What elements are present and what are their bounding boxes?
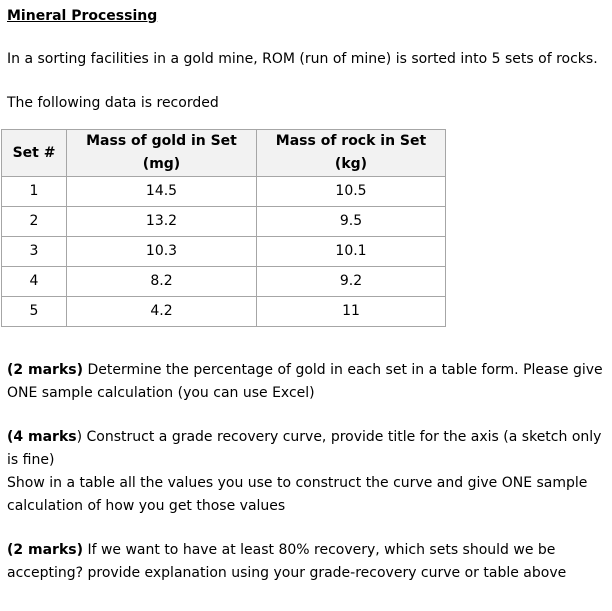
question-2-marks-close: ) xyxy=(76,429,83,445)
cell-gold-mass: 4.2 xyxy=(67,297,257,327)
question-1-text: Determine the percentage of gold in each set in a table form. Please give ONE sample calculation (you can use Excel) xyxy=(7,362,603,401)
header-gold-mass: Mass of gold in Set (mg) xyxy=(67,130,257,177)
header-set: Set # xyxy=(2,130,67,177)
cell-gold-mass: 14.5 xyxy=(67,177,257,207)
question-3-marks: (2 marks) xyxy=(7,542,83,558)
table-row xyxy=(2,267,446,297)
cell-set: 2 xyxy=(2,207,67,237)
cell-set: 4 xyxy=(2,267,67,297)
question-2-marks: (4 marks xyxy=(7,429,77,445)
cell-gold-mass: 10.3 xyxy=(67,237,257,267)
cell-rock-mass: 9.5 xyxy=(257,207,446,237)
intro-paragraph: In a sorting facilities in a gold mine, ROM (run of mine) is sorted into 5 sets of rocks. xyxy=(7,51,598,67)
question-1 xyxy=(7,359,605,405)
cell-gold-mass: 13.2 xyxy=(67,207,257,237)
cell-gold-mass: 8.2 xyxy=(67,267,257,297)
document-title: Mineral Processing xyxy=(7,8,158,24)
question-2-text: Construct a grade recovery curve, provide title for the axis (a sketch only is fine) xyxy=(7,429,602,468)
cell-rock-mass: 9.2 xyxy=(257,267,446,297)
question-1-marks: (2 marks) xyxy=(7,362,83,378)
cell-rock-mass: 10.1 xyxy=(257,237,446,267)
document-page xyxy=(7,5,605,585)
table-row xyxy=(2,297,446,327)
table-row xyxy=(2,207,446,237)
cell-set: 3 xyxy=(2,237,67,267)
cell-set: 1 xyxy=(2,177,67,207)
question-2 xyxy=(7,426,605,472)
data-table xyxy=(1,129,446,327)
cell-rock-mass: 11 xyxy=(257,297,446,327)
question-3-text: If we want to have at least 80% recovery, which sets should we be accepting? provide explanation using your grade-recovery curve or table above xyxy=(7,542,567,581)
header-rock-mass: Mass of rock in Set (kg) xyxy=(257,130,446,177)
cell-set: 5 xyxy=(2,297,67,327)
cell-rock-mass: 10.5 xyxy=(257,177,446,207)
table-row xyxy=(2,177,446,207)
table-header-row xyxy=(2,130,446,177)
table-row xyxy=(2,237,446,267)
recorded-paragraph: The following data is recorded xyxy=(7,95,219,111)
question-3 xyxy=(7,539,605,585)
question-2-extra: Show in a table all the values you use to construct the curve and give ONE sample calculation of how you get those values xyxy=(7,475,588,514)
